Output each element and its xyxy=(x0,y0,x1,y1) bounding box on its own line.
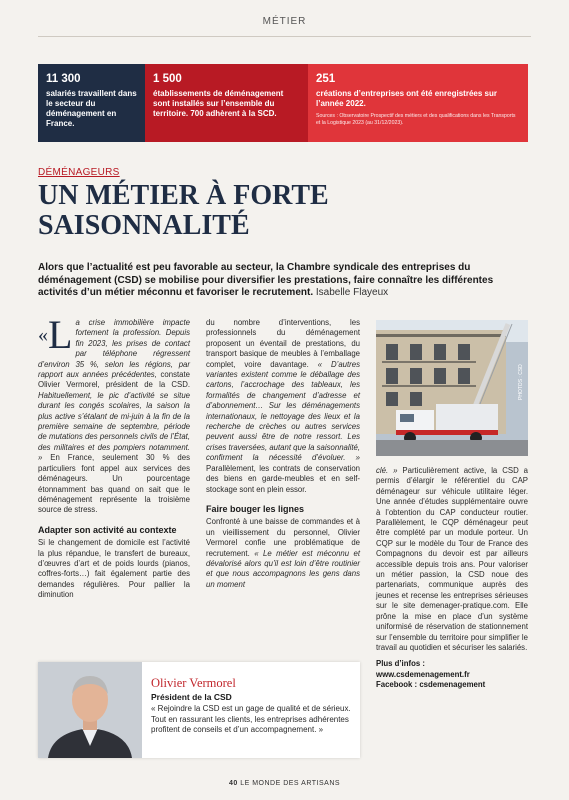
quote-author-name: Olivier Vermorel xyxy=(151,676,236,690)
stat-text: salariés travaillent dans le secteur du déménagement en France. xyxy=(46,89,137,128)
lead-text: Alors que l’actualité est peu favorable au secteur, la Chambre syndicale des entreprises du déménagement (CSD) se mobilise pour diversifier les prestations, faire connaître les différentes activités d’un métier méconnu et favoriser le recrutement. xyxy=(38,262,494,298)
quote-text: « Rejoindre la CSD est un gage de qualité et de sérieux. Tout en rassurant les clients, les entreprises adhérentes profitent de conseils et d’un accompagnement. » xyxy=(151,704,351,734)
stat-box-employees xyxy=(38,64,145,142)
stat-number: 1 500 xyxy=(153,73,182,85)
stat-number: 251 xyxy=(316,73,336,85)
portrait-illustration xyxy=(38,662,142,758)
photo-illustration xyxy=(376,320,528,456)
stat-text: établissements de déménagement sont installés sur l’ensemble du territoire. 700 adhèrent à la SCD. xyxy=(153,89,284,118)
subheading: Faire bouger les lignes xyxy=(206,503,305,514)
publication-name: LE MONDE DES ARTISANS xyxy=(240,780,341,787)
info-website-link[interactable]: www.csdemenagement.fr xyxy=(376,669,470,679)
stat-source: Sources : Observatoire Prospectif des métiers et des qualifications dans les Transports et la Logistique 2023 (au 31/12/2023). xyxy=(316,113,516,126)
stats-banner xyxy=(38,64,528,142)
paragraph: Particulièrement active, la CSD a permis d’élargir le référentiel du CAP déménageur sur véhicule utilitaire léger. Une année d’études supplémentaire ouvre à l’obtention du CAP conducteur routier. Parallèlement, le CQP déménageur peut être complété par un module porteur. Un CQP sur le modèle du Tour de France des Compagnons du devoir est par ailleurs accessible depuis trois ans. Pour valoriser un métier passion, la CSD noue des partenariats, communique auprès des jeunes et recense les entreprises sérieuses sur le site demenager-pratique.com. Elle prône la mise en place d’un système uniformisé de réservation de stationnement sur l’ensemble du territoire pour simplifier le travail au quotidien et sécuriser les salariés. xyxy=(376,466,528,652)
paragraph: « Le métier est méconnu et dévalorisé alors qu’il est loin d’être routinier et que nous accompagnons les gens dans un moment xyxy=(206,548,361,589)
info-facebook: Facebook : csdemenagement xyxy=(376,680,486,690)
subheading: Adapter son activité au contexte xyxy=(38,524,177,535)
dropcap: «L xyxy=(38,312,73,357)
paragraph: En France, seulement 30 % des particuliers font appel aux services des déménageurs. Un pourcentage étonnamment bas quand on sait que le déménagement représente la troisième source de stress. xyxy=(38,453,190,515)
paragraph: Si le changement de domicile est l’activité la plus répandue, le transfert de bureaux, d’œuvres d’art et de poids lourds (pianos, coffres-forts…) fait également partie des demandes régulières. Pour pallier la diminution xyxy=(38,538,190,600)
page-footer xyxy=(0,780,569,787)
author-name: Isabelle Flayeux xyxy=(315,287,389,298)
article-title: UN MÉTIER À FORTE SAISONNALITÉ xyxy=(38,180,329,241)
paragraph: Habituellement, le pic d’activité se situe durant les congés scolaires, la saison la plus active s’étalant de mi-juin à la fin de la première semaine de septembre, période de mutations des personnels civils de l’État, des militaires et des pompiers notamment. » xyxy=(38,390,190,463)
page-number: 40 xyxy=(228,780,238,787)
article-column-1 xyxy=(38,312,191,601)
paragraph: du nombre d’interventions, les professionnels du déménagement proposent un éventail de prestations, du transport basique de meubles à l’emballage complet, voire davantage. xyxy=(206,318,360,369)
stat-box-establishments xyxy=(145,64,308,142)
paragraph: clé. » xyxy=(376,466,398,475)
stat-box-creations xyxy=(308,64,528,142)
article-column-3 xyxy=(376,466,528,691)
paragraph: a crise immobilière impacte fortement la profession. Depuis fin 2023, les prises de contact par téléphone régressent d’environ 35 %, selon les régions, par rapport aux années précédentes, xyxy=(38,318,190,380)
info-heading: Plus d’infos : xyxy=(376,659,425,669)
paragraph: « D’autres variantes existent comme le déballage des cartons, l’accrochage des tableaux, les formalités de changement d’adresse et d’abonnement… Sur les déménagements internationaux, le nettoyage des lieux et la recherche de crèches ou autres services peuvent aussi être de notre ressort. Les crises traversées, autant que la saisonnalité, confirment la nécessité d’évoluer. » xyxy=(206,359,360,463)
header-divider xyxy=(38,36,531,37)
dropcap-letter: L xyxy=(48,312,73,357)
section-label: MÉTIER xyxy=(262,16,307,27)
paragraph: constate Olivier Vermorel, président de la CSD. xyxy=(38,370,191,390)
portrait-photo xyxy=(38,662,142,758)
photo-credit: PHOTOS : CSD xyxy=(518,364,524,400)
moving-truck-photo xyxy=(376,320,528,456)
quote-author-role: Président de la CSD xyxy=(151,692,232,702)
article-lead xyxy=(38,262,528,300)
stat-number: 11 300 xyxy=(46,73,81,85)
paragraph: Parallèlement, les contrats de conservation des biens en garde-meubles et en self-stockage sont en plein essor. xyxy=(206,463,360,494)
article-kicker: DÉMÉNAGEURS xyxy=(38,167,120,178)
paragraph: Confronté à une baisse de commandes et à un vieillissement du personnel, Olivier Vermorel confie une problématique de recrutement. xyxy=(206,517,360,558)
article-column-2 xyxy=(206,318,360,590)
stat-text: créations d’entreprises ont été enregistrées sur l’année 2022. xyxy=(316,89,497,108)
